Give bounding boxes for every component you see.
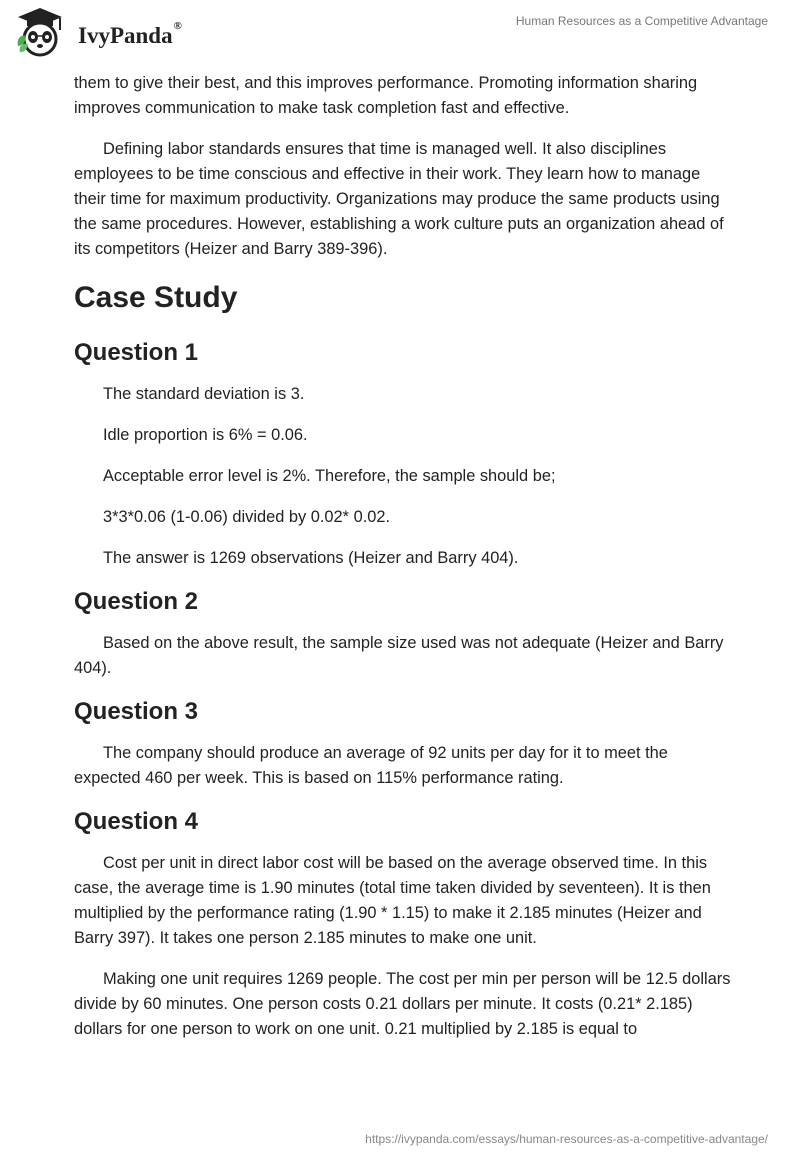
q1-line: The answer is 1269 observations (Heizer and Barry 404). xyxy=(103,549,519,567)
question-4-heading: Question 4 xyxy=(74,808,199,835)
source-url[interactable]: https://ivypanda.com/essays/human-resources-as-a-competitive-advantage/ xyxy=(365,1132,768,1146)
q1-line: Acceptable error level is 2%. Therefore, the sample should be; xyxy=(103,467,556,485)
q2-paragraph: Based on the above result, the sample size used was not adequate (Heizer and Barry 404). xyxy=(74,634,724,677)
page-header xyxy=(0,0,800,66)
q1-line: Idle proportion is 6% = 0.06. xyxy=(103,426,308,444)
question-3-heading: Question 3 xyxy=(74,698,199,725)
panda-logo-icon xyxy=(14,6,66,58)
essay-body xyxy=(74,71,734,1058)
case-study-heading: Case Study xyxy=(74,281,238,314)
question-1-heading: Question 1 xyxy=(74,339,199,366)
q1-line: 3*3*0.06 (1-0.06) divided by 0.02* 0.02. xyxy=(103,508,391,526)
q3-paragraph: The company should produce an average of 92 units per day for it to meet the expected 460 per week. This is based on 115% performance rating. xyxy=(74,744,668,787)
paragraph: Defining labor standards ensures that time is managed well. It also disciplines employees to be time conscious and effective in their work. They learn how to manage their time for maximum productivity. Organizations may produce the same products using the same procedures. However, establishing a work culture puts an organization ahead of its competitors (Heizer and Barry 389-396). xyxy=(74,140,724,258)
q4-paragraph: Cost per unit in direct labor cost will be based on the average observed time. In this case, the average time is 1.90 minutes (total time taken divided by seventeen). It is then multiplied by the performance rating (1.90 * 1.15) to make it 2.185 minutes (Heizer and Barry 397). It takes one person 2.185 minutes to make one unit. xyxy=(74,854,711,947)
brand-name: IvyPanda® xyxy=(78,20,182,48)
paragraph: them to give their best, and this improves performance. Promoting information sharing improves communication to make task completion fast and effective. xyxy=(74,74,698,117)
ivypanda-logo[interactable] xyxy=(14,6,234,60)
question-2-heading: Question 2 xyxy=(74,588,199,615)
document-title: Human Resources as a Competitive Advantage xyxy=(515,14,768,28)
q1-line: The standard deviation is 3. xyxy=(103,385,305,403)
q4-paragraph: Making one unit requires 1269 people. The cost per min per person will be 12.5 dollars divide by 60 minutes. One person costs 0.21 dollars per minute. It costs (0.21* 2.185) dollars for one person to work on one unit. 0.21 multiplied by 2.185 is equal to xyxy=(74,970,731,1038)
